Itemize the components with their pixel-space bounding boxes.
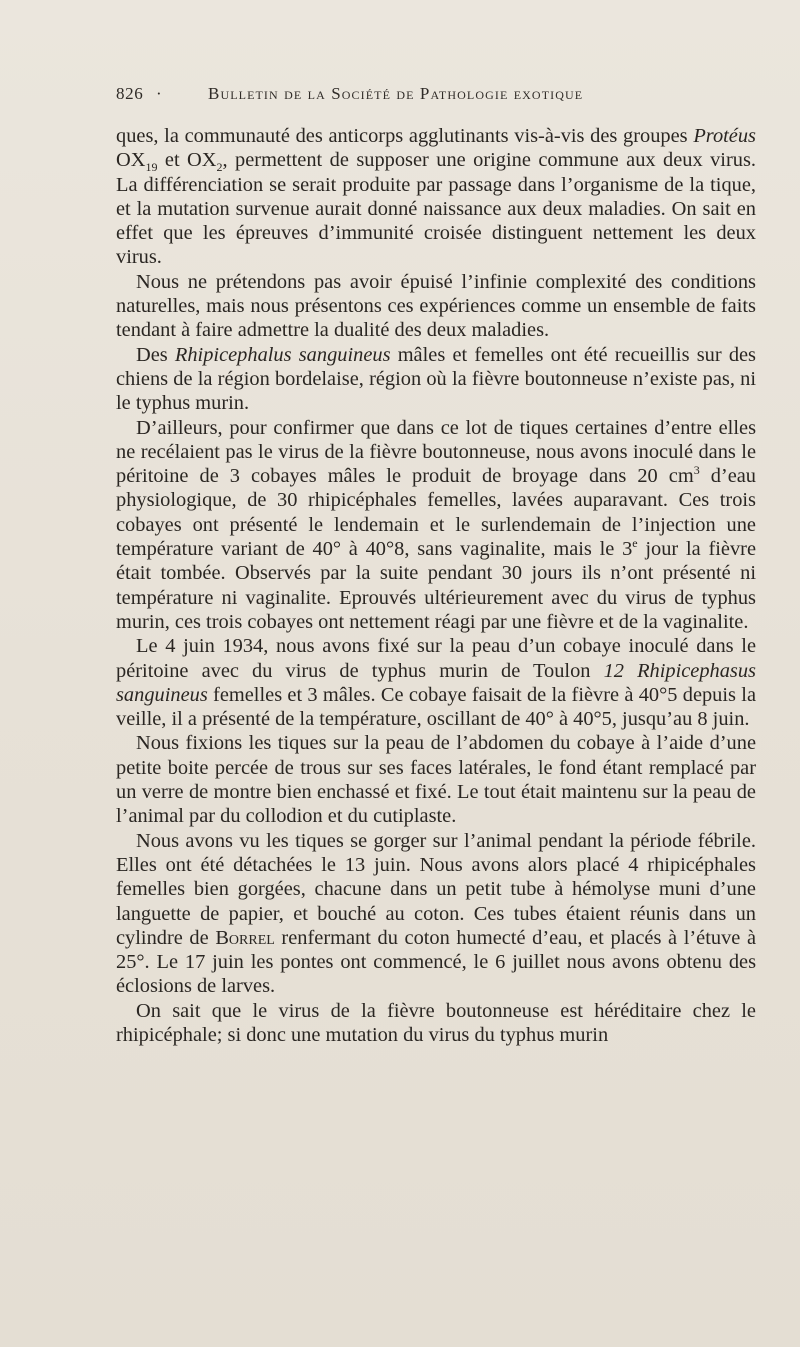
text-segment: OX bbox=[116, 149, 146, 172]
text-segment: renfermant du coton humecté d’eau, et placés à l’étuve à 25°. Le 17 juin les pontes ont commencé, le 6 juillet nous avons obtenu des éclosions de larves. bbox=[116, 926, 757, 998]
header-separator: · bbox=[156, 84, 163, 103]
journal-title: Bulletin de la Société de Pathologie exotique bbox=[208, 84, 584, 103]
body-text bbox=[116, 124, 756, 1047]
text-segment: ques, la communauté des anticorps agglutinants vis-à-vis des groupes bbox=[116, 125, 694, 147]
paragraph-p6 bbox=[116, 731, 756, 828]
text-segment: Protéus bbox=[693, 125, 756, 147]
text-segment: Nous fixions les tiques sur la peau de l’abdomen du cobaye à l’aide d’une petite boite percée de trous sur ses faces latérales, le fond étant remplacé par un verre de montre bien enchassé et fixé. Le tout était maintenu sur la peau de l’animal par du collodion et du cutiplaste. bbox=[116, 732, 756, 828]
text-segment: jour la fièvre était tombée. Observés par la suite pendant 30 jours ils n’ont présenté ni température ni vaginalite. Eprouvés ultérieurement avec du virus de typhus murin, ces trois cobayes ont nettement réagi par une fièvre et de la vaginalite. bbox=[116, 538, 756, 633]
text-segment: 3 bbox=[693, 463, 700, 478]
text-segment: , permettent de supposer une origine commune aux deux virus. La différenciation se serait produite par passage dans l’organisme de la tique, et la mutation survenue aurait donné naissance aux deux maladies. On sait en effet que les épreuves d’immunité croisée distinguent nettement les deux virus. bbox=[116, 149, 756, 269]
text-segment: D’ailleurs, pour confirmer que dans ce lot de tiques certaines d’entre elles ne recélaient pas le virus de la fièvre boutonneuse, nous avons inoculé dans le péritoine de 3 cobayes mâles le produit de broyage dans 20 cm bbox=[116, 416, 756, 488]
text-segment: d’eau physiologique, de 30 rhipicéphales femelles, lavées auparavant. Ces trois cobayes ont présenté le lendemain et le surlendemain de l’injection une température variant de 40° à 40°8, sans vaginalite, mais le 3 bbox=[116, 465, 756, 561]
text-segment: 12 Rhipicephasus sanguineus bbox=[116, 659, 756, 706]
page-number: 826 bbox=[116, 84, 144, 103]
paragraph-p7 bbox=[116, 829, 756, 999]
text-segment: Le 4 juin 1934, nous avons fixé sur la peau d’un cobaye inoculé dans le péritoine avec du virus de typhus murin de Toulon bbox=[116, 635, 756, 682]
text-segment: Nous avons vu les tiques se gorger sur l’animal pendant la période fébrile. Elles ont été détachées le 13 juin. Nous avons alors placé 4 rhipicéphales femelles bien gorgées, chacune dans un petit tube à hémolyse muni d’une languette de papier, et bouché au coton. Ces tubes étaient réunis dans un cylindre de bbox=[116, 829, 756, 949]
paragraph-p5 bbox=[116, 634, 756, 731]
text-segment: Des bbox=[136, 343, 175, 366]
text-segment: femelles et 3 mâles. Ce cobaye faisait de la fièvre à 40°5 depuis la veille, il a présenté de la température, oscillant de 40° à 40°5, jusqu’au 8 juin. bbox=[116, 683, 756, 731]
text-segment: Nous ne prétendons pas avoir épuisé l’infinie complexité des conditions naturelles, mais nous présentons ces expériences comme un ensemble de faits tendant à faire admettre la dualité des deux maladies. bbox=[116, 270, 756, 342]
paragraph-p8 bbox=[116, 999, 756, 1048]
paragraph-p3 bbox=[116, 343, 756, 416]
text-segment: 2 bbox=[216, 160, 223, 175]
text-segment: et OX bbox=[157, 149, 217, 172]
text-segment: On sait que le virus de la fièvre boutonneuse est héréditaire chez le rhipicéphale; si donc une mutation du virus du typhus murin bbox=[116, 999, 756, 1046]
text-segment: 19 bbox=[145, 160, 158, 175]
text-segment: Rhipicephalus sanguineus bbox=[174, 343, 391, 366]
text-segment: e bbox=[632, 536, 638, 551]
running-header bbox=[116, 84, 674, 104]
text-segment: Borrel bbox=[215, 926, 275, 949]
paragraph-p4 bbox=[116, 416, 756, 635]
text-segment: mâles et femelles ont été recueillis sur des chiens de la région bordelaise, région où la fièvre boutonneuse n’existe pas, ni le typhus murin. bbox=[116, 343, 756, 415]
paragraph-p2 bbox=[116, 270, 756, 343]
paragraph-p1 bbox=[116, 124, 756, 270]
